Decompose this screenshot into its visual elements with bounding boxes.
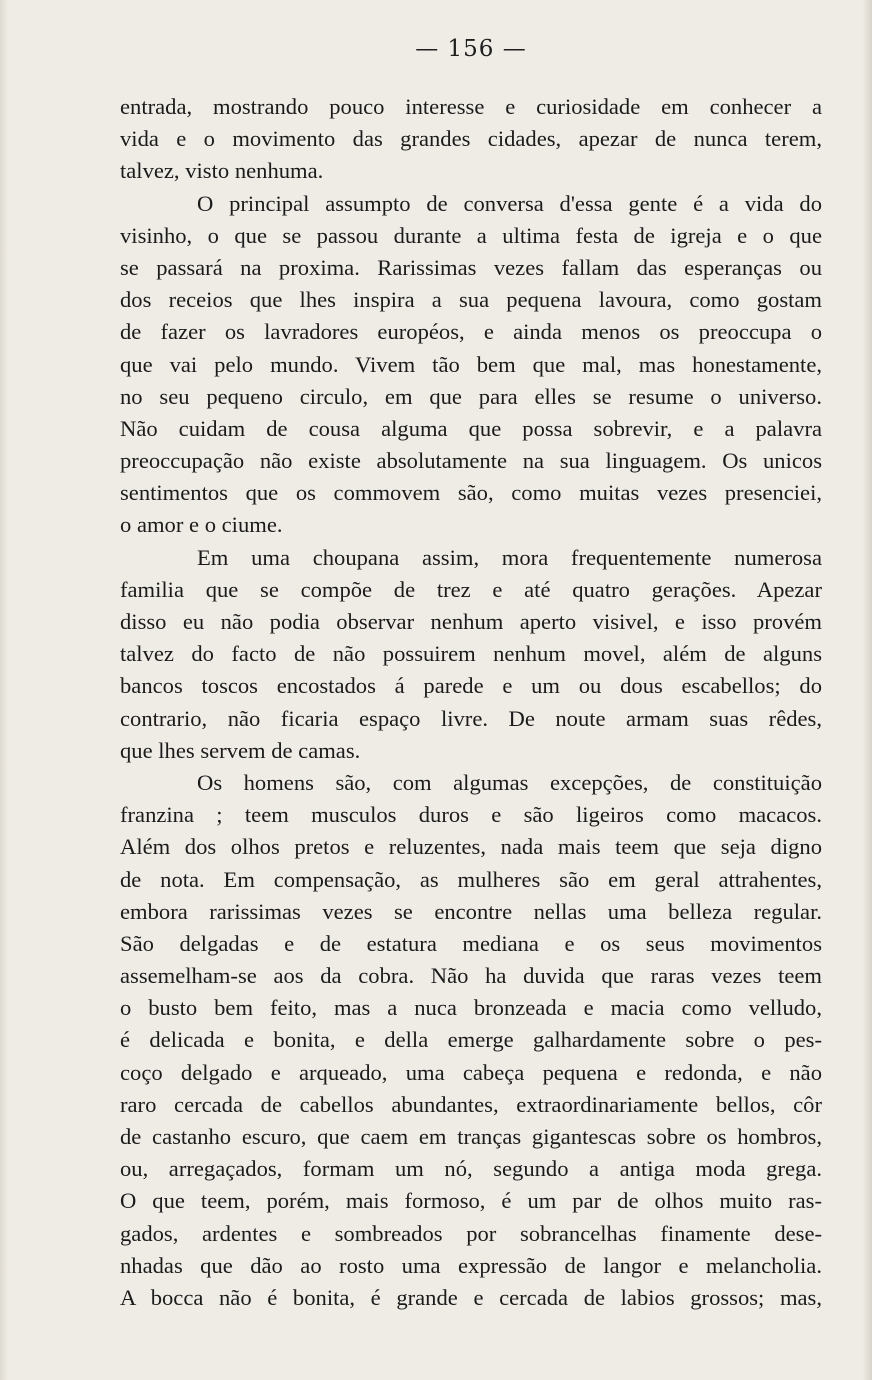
text-line: contrario, não ficaria espaço livre. De noute armam suas rêdes,: [120, 705, 822, 731]
text-line: vida e o movimento das grandes cidades, apezar de nunca terem,: [120, 126, 822, 152]
text-line: o busto bem feito, mas a nuca bronzeada e macia como velludo,: [120, 995, 822, 1021]
text-line: de castanho escuro, que caem em tranças gigantescas sobre os hombros,: [120, 1124, 822, 1149]
text-line: O principal assumpto de conversa d'essa gente é a vida do: [197, 190, 822, 216]
text-line: O que teem, porém, mais formoso, é um par de olhos muito ras-: [120, 1188, 822, 1214]
text-line: raro cercada de cabellos abundantes, extraordinariamente bellos, côr: [120, 1091, 822, 1117]
text-line: nhadas que dão ao rosto uma expressão de langor e melancholia.: [120, 1252, 822, 1278]
page-edge-left: [0, 0, 8, 1380]
text-line: Não cuidam de cousa alguma que possa sobrevir, e a palavra: [120, 415, 822, 441]
text-line: ou, arregaçados, formam um nó, segundo a antiga moda grega.: [120, 1156, 822, 1182]
text-line: é delicada e bonita, e della emerge galhardamente sobre o pes-: [120, 1027, 822, 1053]
text-line: que lhes servem de camas.: [120, 737, 361, 763]
text-line: familia que se compõe de trez e até quatro gerações. Apezar: [120, 576, 822, 602]
text-line: no seu pequeno circulo, em que para elles se resume o universo.: [120, 383, 822, 409]
text-line: Além dos olhos pretos e reluzentes, nada mais teem que seja digno: [120, 834, 822, 860]
text-line: gados, ardentes e sombreados por sobrancelhas finamente dese-: [120, 1220, 822, 1246]
text-line: sentimentos que os commovem são, como muitas vezes presenciei,: [120, 480, 822, 506]
text-line: Os homens são, com algumas excepções, de constituição: [197, 769, 822, 795]
text-line: visinho, o que se passou durante a ultima festa de igreja e o que: [120, 222, 822, 248]
text-line: franzina ; teem musculos duros e são ligeiros como macacos.: [120, 802, 822, 828]
text-line: que vai pelo mundo. Vivem tão bem que mal, mas honestamente,: [120, 351, 822, 377]
text-line: se passará na proxima. Rarissimas vezes fallam das esperanças ou: [120, 254, 822, 280]
text-line: bancos toscos encostados á parede e um ou dous escabellos; do: [120, 673, 822, 699]
text-line: coço delgado e arqueado, uma cabeça pequena e redonda, e não: [120, 1059, 822, 1085]
text-line: entrada, mostrando pouco interesse e curiosidade em conhecer a: [120, 94, 822, 119]
text-line: o amor e o ciume.: [120, 512, 283, 538]
text-line: embora rarissimas vezes se encontre nellas uma belleza regular.: [120, 898, 822, 924]
text-line: São delgadas e de estatura mediana e os seus movimentos: [120, 930, 822, 956]
text-line: Em uma choupana assim, mora frequentemente numerosa: [197, 544, 822, 570]
text-line: A bocca não é bonita, é grande e cercada de labios grossos; mas,: [120, 1284, 822, 1310]
text-line: talvez do facto de não possuirem nenhum movel, além de alguns: [120, 641, 822, 667]
body-text: [120, 91, 822, 1314]
text-line: disso eu não podia observar nenhum aperto visivel, e isso provém: [120, 609, 822, 634]
text-line: assemelham-se aos da cobra. Não ha duvida que raras vezes teem: [120, 963, 822, 989]
text-line: de fazer os lavradores européos, e ainda menos os preoccupa o: [120, 319, 822, 345]
page-number: — 156 —: [415, 36, 527, 62]
text-line: dos receios que lhes inspira a sua pequena lavoura, como gostam: [120, 287, 822, 313]
text-line: talvez, visto nenhuma.: [120, 158, 324, 184]
page-edge-right: [862, 0, 872, 1380]
text-line: preoccupação não existe absolutamente na sua linguagem. Os unicos: [120, 448, 822, 474]
text-line: de nota. Em compensação, as mulheres são em geral attrahentes,: [120, 866, 822, 892]
